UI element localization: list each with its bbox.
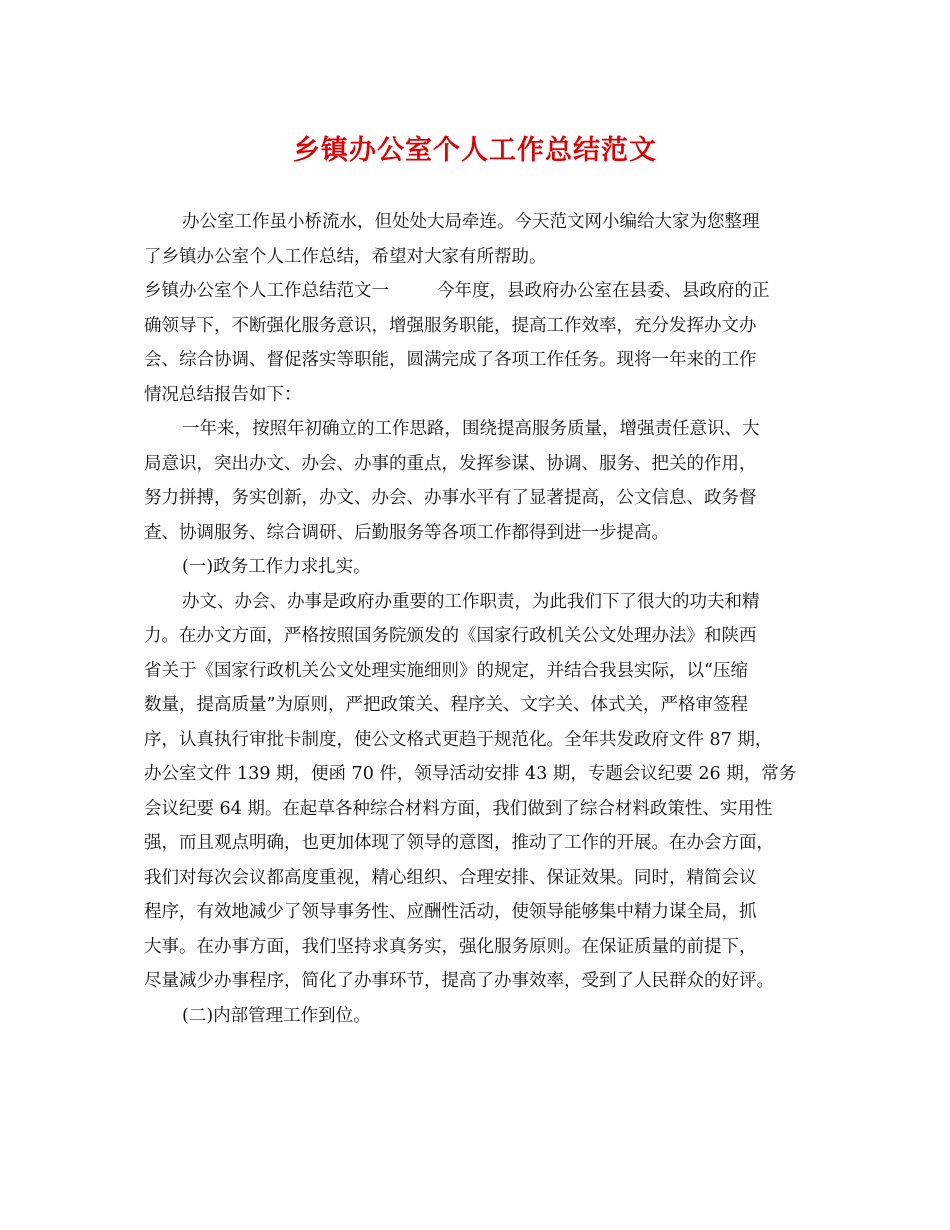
body-line: 努力拼搏，务实创新，办文、办会、办事水平有了显著提高，公文信息、政务督 xyxy=(144,488,757,508)
section-heading-text: 今年度，县政府办公室在县委、县政府的正 xyxy=(437,281,770,301)
body-line: 办公室文件 139 期，便函 70 件，领导活动安排 43 期，专题会议纪要 26 期，常务 xyxy=(144,764,797,784)
body-line: 程序，有效地减少了领导事务性、应酬性活动，使领导能够集中精力谋全局，抓 xyxy=(144,902,757,922)
document-body xyxy=(144,205,812,1033)
body-line: 我们对每次会议都高度重视，精心组织、合理安排、保证效果。同时，精简会议 xyxy=(144,867,757,888)
body-line: 局意识，突出办文、办会、办事的重点，发挥参谋、协调、服务、把关的作用， xyxy=(144,453,757,474)
body-line: 尽量减少办事程序，简化了办事环节，提高了办事效率，受到了人民群众的好评。 xyxy=(144,971,774,991)
body-line-section-heading xyxy=(144,274,812,309)
body-line: 办文、办会、办事是政府办重要的工作职责，为此我们下了很大的功夫和精 xyxy=(182,591,760,612)
body-line: 力。在办文方面，严格按照国务院颁发的《国家行政机关公文处理办法》和陕西 xyxy=(144,626,757,646)
subheading: (一)政务工作力求扎实。 xyxy=(182,557,371,577)
body-line: 数量，提高质量”为原则，严把政策关、程序关、文字关、体式关，严格审签程 xyxy=(144,695,748,715)
document-title: 乡镇办公室个人工作总结范文 xyxy=(293,135,657,166)
section-heading-label: 乡镇办公室个人工作总结范文一 xyxy=(144,281,389,301)
body-line: 会、综合协调、督促落实等职能，圆满完成了各项工作任务。现将一年来的工作 xyxy=(144,350,757,370)
body-line: 省关于《国家行政机关公文处理实施细则》的规定，并结合我县实际，以“压缩 xyxy=(144,660,748,681)
subheading: (二)内部管理工作到位。 xyxy=(182,1005,371,1026)
body-line: 了乡镇办公室个人工作总结，希望对大家有所帮助。 xyxy=(144,246,547,267)
body-line: 一年来，按照年初确立的工作思路，围绕提高服务质量，增强责任意识、大 xyxy=(182,419,760,439)
body-line: 办公室工作虽小桥流水，但处处大局牵连。今天范文网小编给大家为您整理 xyxy=(182,212,760,232)
body-line: 会议纪要 64 期。在起草各种综合材料方面，我们做到了综合材料政策性、实用性 xyxy=(144,798,773,819)
body-line: 序，认真执行审批卡制度，使公文格式更趋于规范化。全年共发政府文件 87 期， xyxy=(144,729,773,750)
body-line: 查、协调服务、综合调研、后勤服务等各项工作都得到进一步提高。 xyxy=(144,522,669,543)
body-line: 大事。在办事方面，我们坚持求真务实，强化服务原则。在保证质量的前提下， xyxy=(144,936,757,957)
body-line: 确领导下，不断强化服务意识，增强服务职能，提高工作效率，充分发挥办文办 xyxy=(144,315,757,336)
body-line: 情况总结报告如下： xyxy=(144,384,302,405)
body-line: 强，而且观点明确，也更加体现了领导的意图，推动了工作的开展。在办会方面， xyxy=(144,833,774,853)
